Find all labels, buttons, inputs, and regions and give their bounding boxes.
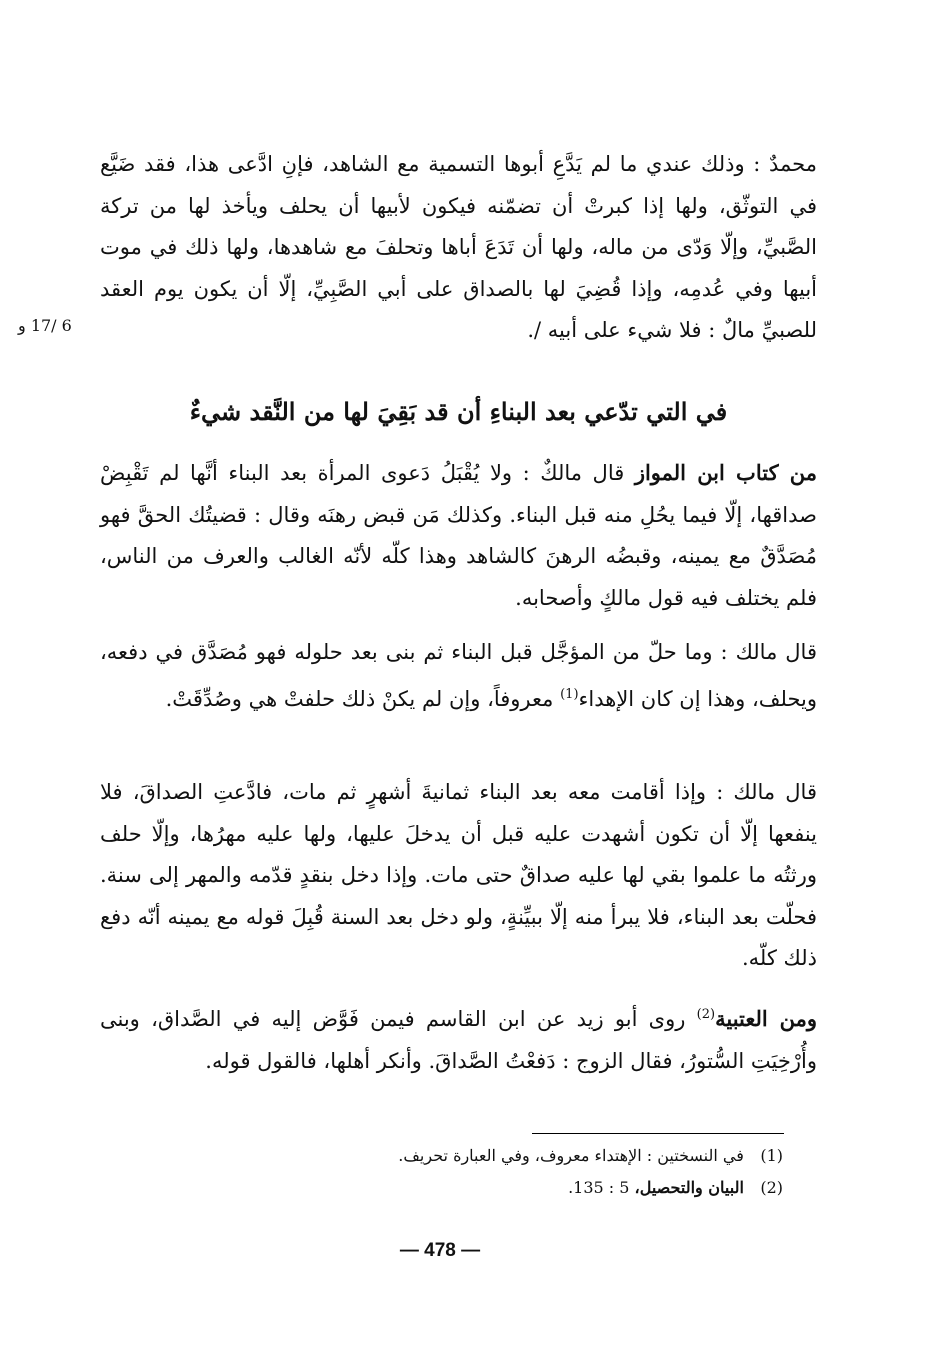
paragraph-5: [100, 994, 817, 1082]
footnote-ref-2: (2): [696, 1007, 716, 1022]
footnote-2-title: البيان والتحصيل،: [634, 1178, 744, 1197]
paragraph-4-text: قال مالك : وإذا أقامت معه بعد البناء ثمانيةَ أشهرٍ ثم مات، فادَّعتِ الصداقَ، فلا ينفعها إلّا أن تكون أشهدت عليه قبل أن يدخلَ عليها، ولها عليه مهرُها، وإلّا حلف ورثتُه ما علموا بقي لها عليه صداقٌ حتى مات. وإذا دخل بنقدٍ قدّمه والمهر إلى سنة. فحلّت بعد البناء، فلا يبرأ منه إلّا ببيِّنةٍ، ولو دخل بعد السنة قُبِلَ قوله مع يمينه أنّه دفع ذلك كلّه.: [100, 780, 817, 970]
paragraph-4: [100, 772, 817, 980]
paragraph-5-text: روى أبو زيد عن ابن القاسم فيمن فَوَّض إليه في الصَّداق، وبنى وأُرْخِيَتِ السُّتورُ، فقال الزوج : دَفعْتُ الصَّداقَ. وأنكر أهلها، فالقول قوله.: [100, 1007, 817, 1073]
section-title: في التي تدّعي بعد البناءِ أن قد بَقِيَ لها من النَّقد شيءٌ: [189, 397, 728, 426]
source-citation: من كتاب ابن المواز: [634, 460, 817, 485]
footnote-1-number: (1): [760, 1146, 783, 1165]
footnote-divider: [532, 1133, 784, 1134]
footnote-2: [568, 1174, 783, 1202]
paragraph-2: [100, 452, 817, 619]
footnote-2-text: 5 : 135.: [568, 1178, 635, 1197]
paragraph-3-end: معروفاً، وإن لم يكنْ ذلك حلفتْ هي وصُدِّقَتْ.: [165, 686, 561, 711]
page-number: — 478 —: [399, 1240, 481, 1261]
footnote-1: [398, 1142, 783, 1170]
footnote-1-text: في النسختين : الإهتداء معروف، وفي العبارة تحريف.: [398, 1146, 744, 1165]
paragraph-2-text: قال مالكٌ : ولا يُقْبَلُ دَعوى المرأة بعد البناء أنَّها لم تَقْبِضْ صداقها، إلّا فيما يحُلِ منه قبل البناء. وكذلك مَن قبض رهنَه وقال : قضيتُك الحقَّ فهو مُصَدَّقٌ مع يمينه، وقبضُه الرهنَ كالشاهد وهذا كلّه لأنّه الغالب والعرف من الناس، فلم يختلف فيه قول مالكٍ وأصحابه.: [100, 461, 817, 610]
paragraph-1-text: محمدٌ : وذلك عندي ما لم يَدَّعِ أبوها التسمية مع الشاهد، فإنِ ادَّعى هذا، فقد ضَيَّع في التوثّق، ولها إذا كبرتْ أن تضمّنه فيكون لأبيها أن يحلف ويأخذ لها من تركة الصَّبيِّ، وإلّا وَدّى من ماله، ولها أن تَدَعَ أباها وتحلفَ مع شاهدها، ولها ذلك في موت أبيها وفي عُدمِه، وإذا قُضِيَ لها بالصداق على أبي الصَّبِيِّ، إلّا أن يكون يوم العقد للصبيِّ مالٌ : فلا شيء على أبيه /.: [100, 152, 817, 342]
paragraph-3-text: قال مالك : وما حلّ من المؤجَّل قبل البناء ثم بنى بعد حلوله فهو مُصَدَّق في دفعه، ويحلف، وهذا إن كان الإهداء: [100, 640, 817, 711]
folio-margin-note: 6 /17 و: [18, 316, 72, 335]
footnote-2-number: (2): [760, 1178, 783, 1197]
footnote-ref-1: (1): [560, 686, 579, 702]
paragraph-1: [100, 144, 817, 352]
paragraph-3: [100, 632, 817, 720]
source-citation-2: ومن العتبية: [715, 1006, 817, 1031]
